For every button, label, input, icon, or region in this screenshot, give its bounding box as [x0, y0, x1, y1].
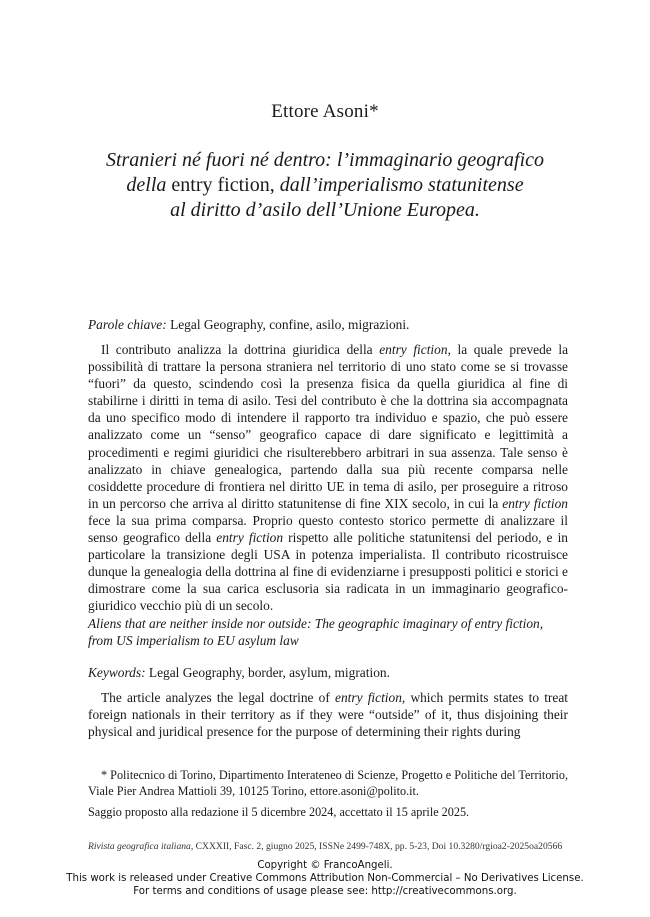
abstract-emphasis: entry fiction: [335, 690, 402, 705]
footnote-affiliation: * Politecnico di Torino, Dipartimento Interateneo di Scienze, Progetto e Politiche del Territorio, Viale Pier Andrea Mattioli 39, 10125 Torino, ettore.asoni@polito.it.: [88, 768, 568, 798]
title-line-3: al diritto d’asilo dell’Unione Europea.: [170, 199, 480, 221]
license-terms-line: For terms and conditions of usage please see: http://creativecommons.org.: [133, 886, 517, 897]
english-title: Aliens that are neither inside nor outside: The geographic imaginary of entry fiction, from US imperialism to EU asylum law: [88, 616, 544, 649]
abstract-text: rispetto alle politiche statunitensi del periodo, e in particolare la transizione degli USA in potenza imperialista. Il contributo ricostruisce dunque la genealogia della dottrina al fine di evidenziarne i presupposti politici e storici e dimostrare come la sua carica esclusoria sia radicata in un immaginario geografico-giuridico vecchio più di un secolo.: [88, 530, 568, 614]
english-keywords: [88, 664, 568, 681]
title-line-2-part-a: della: [126, 174, 167, 196]
article-title: [80, 148, 570, 223]
abstract-text: The article analyzes the legal doctrine of: [101, 690, 336, 705]
abstract-emphasis: entry fiction: [216, 530, 284, 546]
journal-citation: [88, 841, 568, 852]
copyright-line: Copyright © FrancoAngeli.: [257, 860, 393, 871]
title-entry-fiction: entry fiction,: [171, 174, 275, 196]
italian-keywords-label: Parole chiave:: [88, 317, 167, 332]
title-line-2-part-c: dall’imperialismo statunitense: [279, 174, 524, 196]
journal-name: Rivista geografica italiana: [88, 841, 191, 852]
abstract-emphasis: entry fiction: [379, 342, 448, 357]
abstract-text: , la quale prevede la possibilità di trattare la persona straniera nel territorio di uno stato come se si trovasse “fuori” da questo, scindendo così la presenza fisica da quella giuridica al fine di stabilirne i diritti in tema di asilo. Tesi del contributo è che la dottrina sia accompagnata da uno specifico modo di intendere il rapporto tra individuo e spazio, che può essere analizzato come un “senso” geografico capace di dare significato e legittimità a procedimenti e regimi giuridici che risulterebbero arbitrari in sua assenza. Tale senso è analizzato in chiave genealogica, partendo dalla sua più recente comparsa nelle cosiddette procedure di frontiera nel diritto UE in tema di asilo, per proseguire a ritroso in un percorso che arriva al diritto statunitense di fine XIX secolo, in cui la: [88, 342, 569, 511]
abstract-emphasis: entry fiction: [502, 495, 569, 511]
author-name: Ettore Asoni*: [271, 101, 379, 122]
english-keywords-text: Legal Geography, border, asylum, migration.: [148, 665, 390, 680]
abstract-text: , which permits states to treat foreign nationals in their territory as if they were “outside” of it, thus disjoining their physical and juridical presence for the purpose of determining their rights during: [88, 690, 568, 740]
abstract-text: fece la sua prima comparsa. Proprio questo contesto storico permette di analizzare il senso geografico della: [88, 512, 568, 546]
title-line-1: Stranieri né fuori né dentro: l’immaginario geografico: [105, 149, 545, 171]
italian-keywords: [88, 316, 568, 333]
italian-keywords-text: Legal Geography, confine, asilo, migrazioni.: [170, 317, 410, 332]
italian-abstract: [88, 341, 568, 615]
abstract-text: Il contributo analizza la dottrina giuridica della: [101, 342, 380, 357]
title-line-2: [80, 173, 570, 198]
english-abstract: [88, 689, 568, 740]
journal-details: , CXXXII, Fasc. 2, giugno 2025, ISSNe 2499-748X, pp. 5-23, Doi 10.3280/rgioa2-2025oa20566: [190, 841, 563, 852]
english-keywords-label: Keywords:: [88, 665, 146, 680]
submission-note: Saggio proposto alla redazione il 5 dicembre 2024, accettato il 15 aprile 2025.: [88, 805, 470, 819]
license-line: This work is released under Creative Commons Attribution Non-Commercial – No Derivatives License.: [66, 873, 584, 884]
